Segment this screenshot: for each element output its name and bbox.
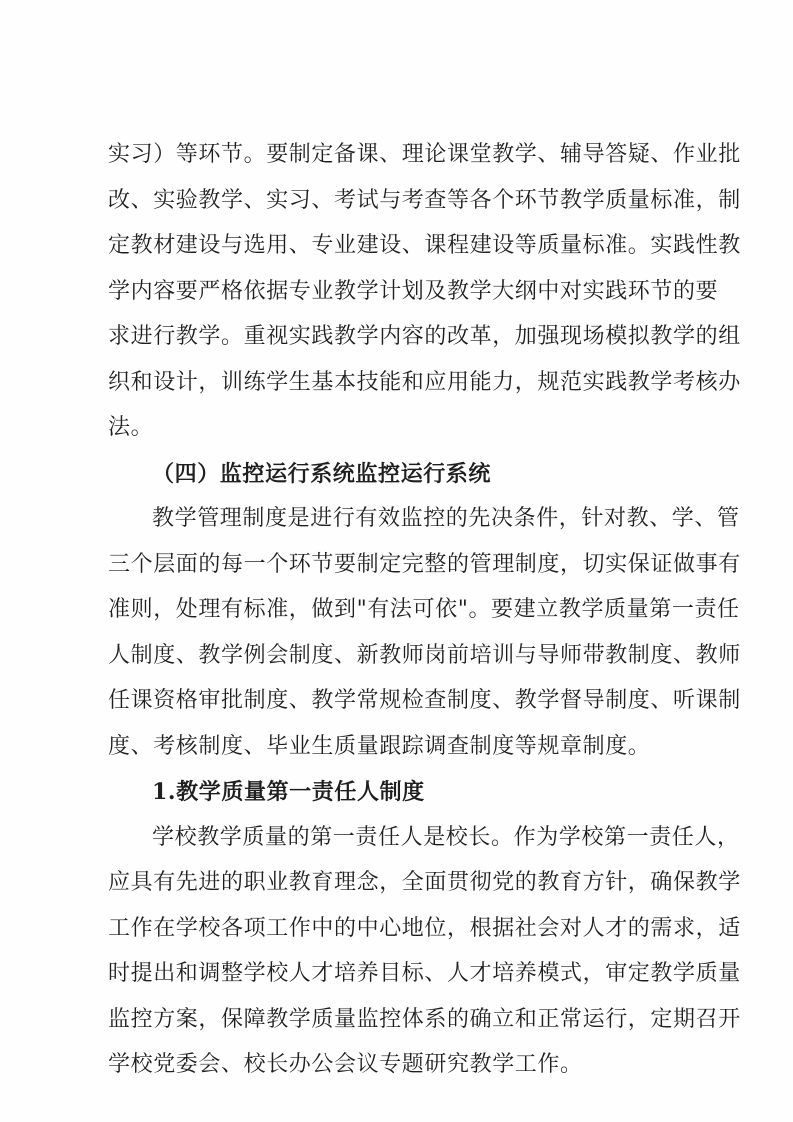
section-heading: （四）监控运行系统监控运行系统 [152, 460, 492, 487]
paragraph-line: 任课资格审批制度、教学常规检查制度、教学督导制度、听课制 [108, 688, 741, 713]
paragraph-line: 度、考核制度、毕业生质量跟踪调查制度等规章制度。 [108, 733, 651, 759]
paragraph-line: 准则，处理有标准，做到"有法可依"。要建立教学质量第一责任 [108, 597, 740, 622]
paragraph-line: 时提出和调整学校人才培养目标、人才培养模式，审定教学质量 [108, 961, 741, 986]
paragraph-line: 监控方案，保障教学质量监控体系的确立和正常运行，定期召开 [108, 1006, 741, 1032]
paragraph-line: 学内容要严格依据专业教学计划及教学大纲中对实践环节的要 [108, 278, 719, 304]
subsection-heading: 1.教学质量第一责任人制度 [152, 779, 425, 805]
paragraph-line: 人制度、教学例会制度、新教师岗前培训与导师带教制度、教师 [108, 642, 741, 668]
paragraph-line: 工作在学校各项工作中的中心地位，根据社会对人才的需求，适 [108, 915, 741, 941]
paragraph-line: 改、实验教学、实习、考试与考查等各个环节教学质量标准，制 [108, 187, 741, 213]
paragraph-line: 应具有先进的职业教育理念，全面贯彻党的教育方针，确保教学 [108, 870, 741, 895]
paragraph-line: 实习）等环节。要制定备课、理论课堂教学、辅导答疑、作业批 [108, 142, 741, 167]
paragraph-line: 法。 [108, 415, 154, 440]
paragraph-line: 三个层面的每一个环节要制定完整的管理制度，切实保证做事有 [108, 551, 741, 577]
paragraph-line: 学校党委会、校长办公会议专题研究教学工作。 [108, 1052, 583, 1077]
paragraph-line: 求进行教学。重视实践教学内容的改革，加强现场模拟教学的组 [108, 324, 741, 349]
paragraph-line: 定教材建设与选用、专业建设、课程建设等质量标准。实践性教 [108, 233, 741, 258]
paragraph-line: 教学管理制度是进行有效监控的先决条件，针对教、学、管 [152, 506, 740, 531]
paragraph-line: 学校教学质量的第一责任人是校长。作为学校第一责任人， [152, 824, 740, 850]
paragraph-line: 织和设计，训练学生基本技能和应用能力，规范实践教学考核办 [108, 369, 741, 395]
